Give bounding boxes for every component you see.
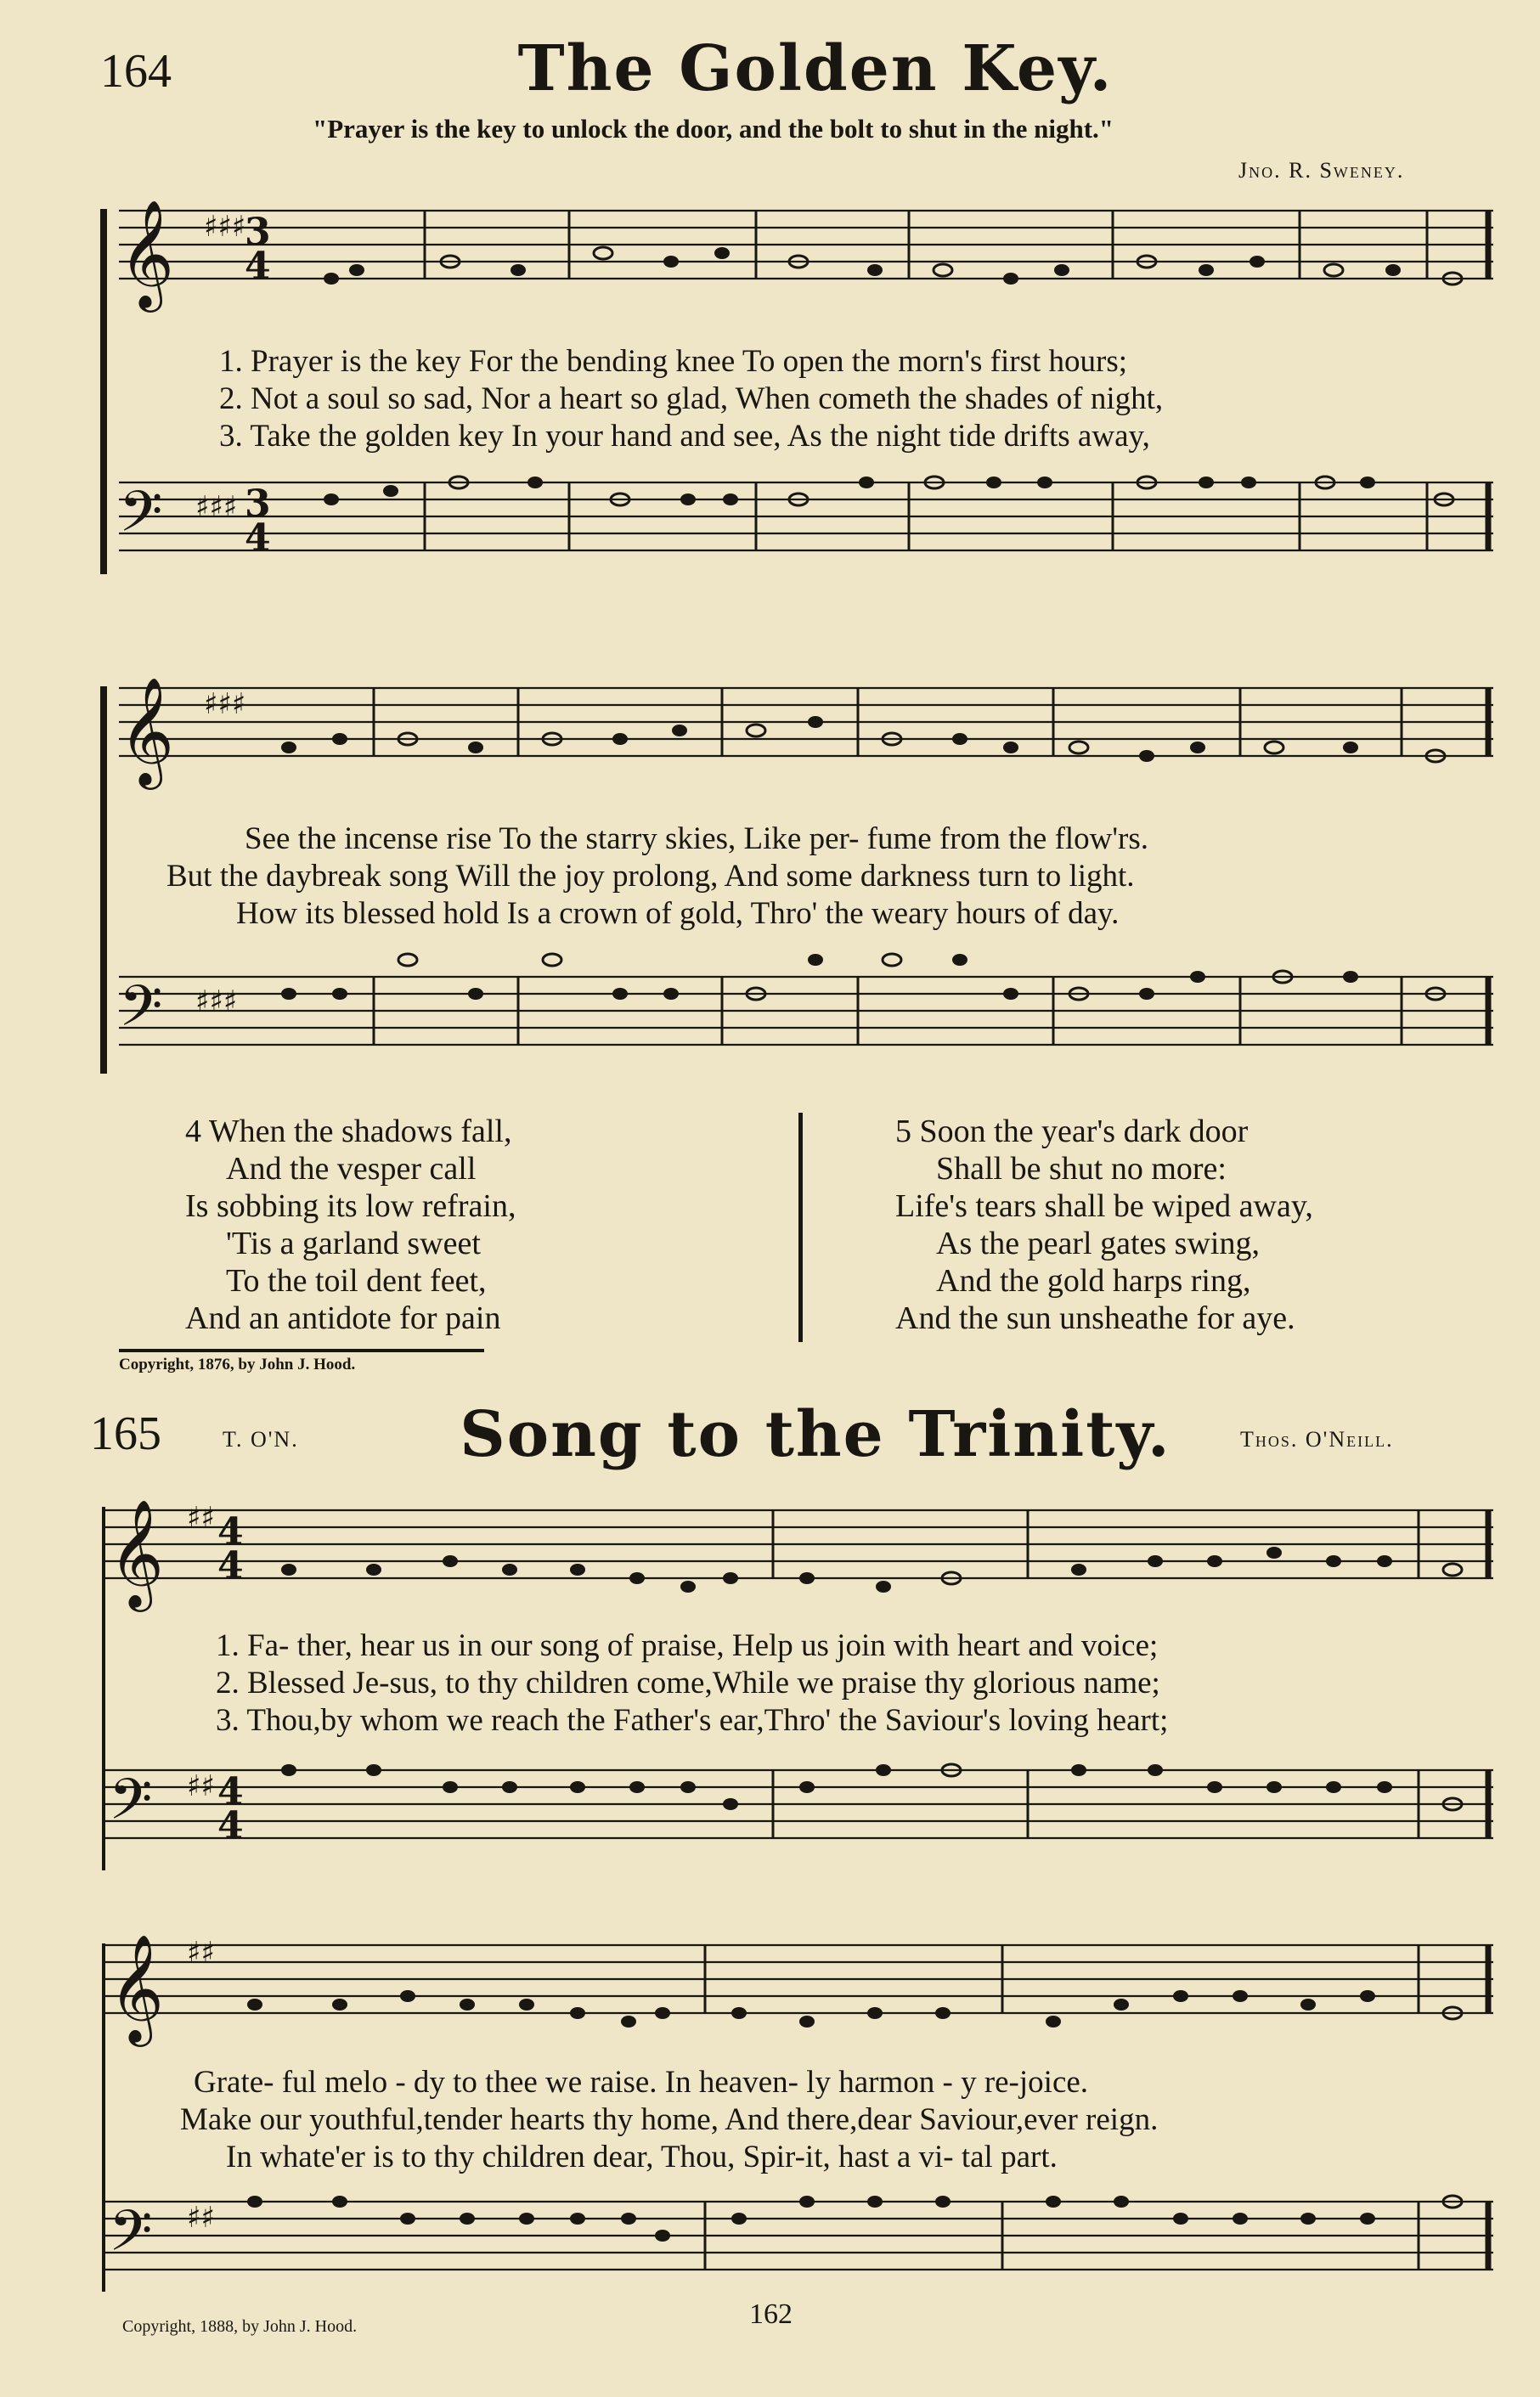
stanza-line: And the sun unsheathe for aye. [895,1300,1295,1336]
verse-line: 3. Take the golden key In your hand and see, As the night tide drifts away, [219,419,1150,454]
key-signature-icon: ♯♯♯ [204,210,246,244]
bass-staff [93,465,1495,593]
treble-staff [93,194,1495,321]
key-signature-icon: ♯♯ [187,2201,215,2235]
bass-staff [93,2185,1495,2312]
key-signature-icon: ♯♯♯ [195,490,238,524]
verse-line: 1. Fa- ther, hear us in our song of praise, Help us join with heart and voice; [216,1628,1159,1663]
treble-clef-icon: 𝄞 [109,1933,165,2042]
verse-line: Grate- ful melo - dy to thee we raise. In heaven- ly harmon - y re-joice. [194,2065,1089,2100]
time-signature-bottom: 4 [217,1804,244,1847]
time-signature-top: 4 [217,1510,244,1554]
copyright-notice: Copyright, 1888, by John J. Hood. [122,2317,358,2336]
time-signature-bottom: 4 [245,516,271,560]
key-signature-icon: ♯♯♯ [195,984,238,1018]
column-divider [798,1113,803,1342]
key-signature-icon: ♯♯ [187,1769,215,1803]
verse-line: 2. Blessed Je-sus, to thy children come,While we praise thy glorious name; [216,1666,1160,1700]
time-signature-bottom: 4 [245,245,271,288]
stanza-line: Is sobbing its low refrain, [185,1188,516,1224]
treble-clef-icon: 𝄞 [119,199,175,307]
stanza-line: As the pearl gates swing, [936,1226,1260,1261]
staff-lines [119,211,1493,279]
time-signature-top: 3 [245,211,271,254]
key-signature-icon: ♯♯♯ [204,687,246,721]
copyright-notice: Copyright, 1876, by John J. Hood. [119,1356,356,1373]
bass-clef-icon: 𝄢 [119,479,163,558]
divider [119,1349,484,1352]
time-signature-top: 3 [245,482,271,526]
hymn-number: 164 [100,45,172,98]
hymn-title: The Golden Key. [517,32,1114,105]
bass-staff [93,1753,1495,1881]
verse-line: 3. Thou,by whom we reach the Father's ear,Thro' the Saviour's loving heart; [216,1703,1169,1738]
bass-staff [93,960,1495,1087]
time-signature-top: 4 [217,1770,244,1813]
stanza-5 [895,1113,1313,1337]
verse-line: Make our youthful,tender hearts thy home, And there,dear Saviour,ever reign. [180,2102,1159,2137]
treble-staff [93,1928,1495,2056]
author-credit: T. O'N. [223,1427,299,1452]
stanza-line: To the toil dent feet, [226,1263,487,1299]
composer-credit: Thos. O'Neill. [1240,1427,1394,1452]
verse-line: 1. Prayer is the key For the bending knee To open the morn's first hours; [219,344,1128,379]
treble-staff [93,671,1495,798]
treble-clef-icon: 𝄞 [109,1498,165,1607]
stanza-line: 4 When the shadows fall, [185,1114,512,1149]
stanza-line: Shall be shut no more: [936,1151,1227,1187]
verse-line: How its blessed hold Is a crown of gold, Thro' the weary hours of day. [236,896,1120,931]
key-signature-icon: ♯♯ [187,1501,215,1535]
treble-clef-icon: 𝄞 [119,676,175,785]
hymn-title: Song to the Trinity. [460,1398,1171,1471]
verse-line: See the incense rise To the starry skies, Like per- fume from the flow'rs. [245,821,1149,856]
key-signature-icon: ♯♯ [187,1936,215,1970]
time-signature-bottom: 4 [217,1544,244,1588]
hymn-number: 165 [90,1407,161,1460]
stanza-line: And the vesper call [226,1151,477,1187]
stanza-line: And an antidote for pain [185,1300,501,1336]
verse-line: In whate'er is to thy children dear, Thou, Spir-it, hast a vi- tal part. [226,2140,1058,2174]
page-number: 162 [749,2298,793,2330]
stanza-line: And the gold harps ring, [936,1263,1251,1299]
bass-clef-icon: 𝄢 [109,2198,153,2277]
hymn-epigraph: "Prayer is the key to unlock the door, and the bolt to shut in the night." [313,114,1114,144]
stanza-line: 'Tis a garland sweet [226,1226,481,1261]
stanza-4 [185,1113,516,1337]
bass-clef-icon: 𝄢 [119,973,163,1052]
verse-line: But the daybreak song Will the joy prolong, And some darkness turn to light. [166,859,1135,894]
treble-staff [93,1493,1495,1621]
stanza-line: 5 Soon the year's dark door [895,1114,1249,1149]
stanza-line: Life's tears shall be wiped away, [895,1188,1313,1224]
composer-credit: Jno. R. Sweney. [1238,158,1405,183]
bass-clef-icon: 𝄢 [109,1767,153,1846]
verse-line: 2. Not a soul so sad, Nor a heart so glad, When cometh the shades of night, [219,381,1164,416]
